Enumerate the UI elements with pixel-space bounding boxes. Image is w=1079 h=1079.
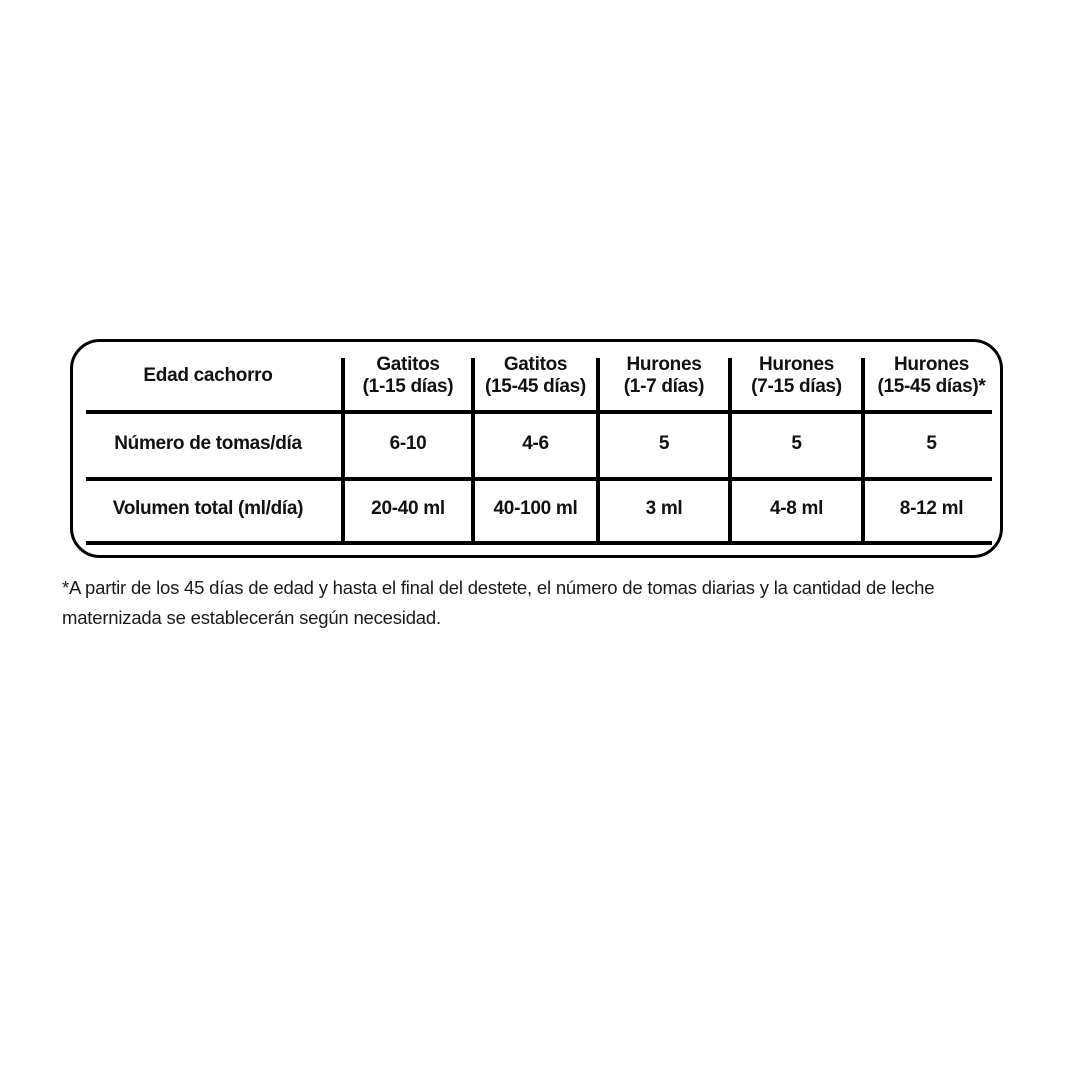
feeding-guide-table — [70, 339, 1003, 558]
row-label-tomas: Número de tomas/día — [114, 432, 302, 454]
column-subtitle: (15-45 días) — [485, 376, 586, 397]
row-label-volumen: Volumen total (ml/día) — [112, 498, 304, 519]
column-header-gatitos-15-45 — [473, 342, 598, 410]
column-header-hurones-1-7 — [598, 342, 730, 410]
cell-volumen-hurones-1-7: 3 ml — [645, 498, 683, 519]
column-title: Gatitos — [503, 354, 568, 375]
column-subtitle: (1-15 días) — [362, 376, 454, 397]
cell-tomas-hurones-7-15: 5 — [791, 432, 802, 454]
cell-tomas-hurones-1-7: 5 — [658, 432, 670, 454]
cell-volumen-gatitos-1-15: 20-40 ml — [371, 498, 445, 519]
column-subtitle: (15-45 días)* — [877, 376, 986, 397]
column-title: Gatitos — [376, 354, 440, 375]
column-header-hurones-15-45 — [863, 342, 1000, 410]
cell-volumen-gatitos-15-45: 40-100 ml — [493, 498, 578, 519]
column-subtitle: (7-15 días) — [751, 376, 842, 397]
column-title: Hurones — [894, 354, 969, 375]
footnote-text: *A partir de los 45 días de edad y hasta el final del destete, el número de tomas diarias y la cantidad de leche maternizada se establecerán según necesidad. — [62, 577, 935, 628]
column-header-gatitos-1-15 — [343, 342, 473, 410]
column-subtitle: (1-7 días) — [623, 376, 705, 397]
cell-volumen-hurones-7-15: 4-8 ml — [769, 498, 824, 519]
column-title: Hurones — [759, 354, 834, 375]
cell-tomas-hurones-15-45: 5 — [926, 432, 937, 454]
cell-volumen-hurones-15-45: 8-12 ml — [899, 498, 964, 519]
cell-tomas-gatitos-15-45: 4-6 — [522, 432, 549, 454]
cell-tomas-gatitos-1-15: 6-10 — [389, 432, 427, 454]
column-header-hurones-7-15 — [730, 342, 863, 410]
column-title: Hurones — [626, 354, 702, 375]
corner-header-cell: Edad cachorro — [143, 365, 273, 386]
table-grid — [73, 342, 1000, 555]
